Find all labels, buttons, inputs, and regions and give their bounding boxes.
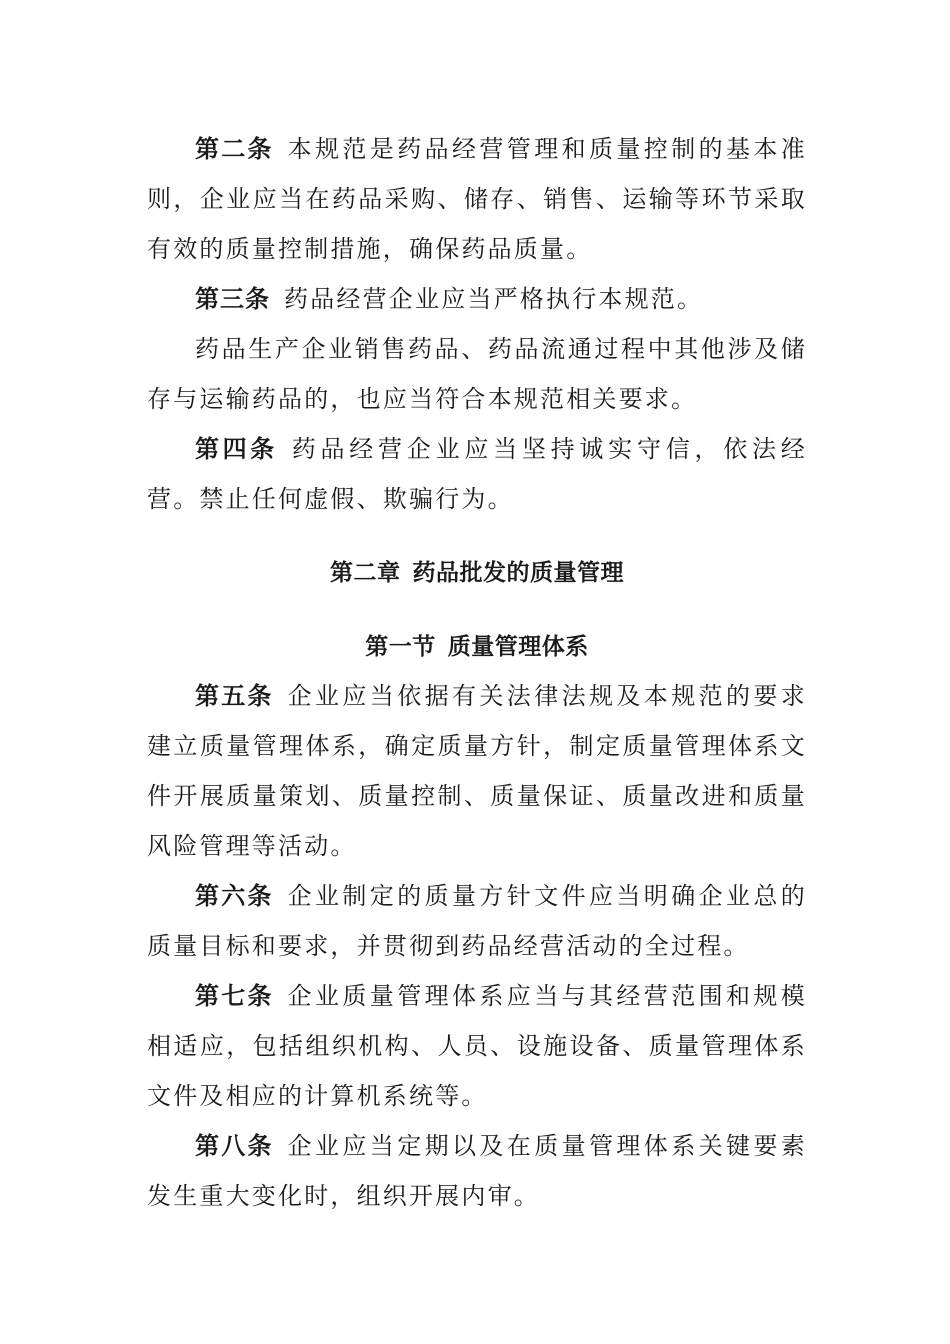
article-number: 第八条	[195, 1132, 274, 1160]
chapter-heading	[147, 549, 807, 597]
article-text: 企业应当定期以及在质量管理体系关键要素发生重大变化时，组织开展内审。	[147, 1132, 807, 1210]
article-text: 药品经营企业应当严格执行本规范。	[284, 285, 704, 313]
section-heading	[147, 623, 807, 671]
article-text: 企业制定的质量方针文件应当明确企业总的质量目标和要求，并贯彻到药品经营活动的全过程。	[147, 882, 807, 960]
section-label: 第一节	[365, 634, 436, 660]
paragraph-text: 药品生产企业销售药品、药品流通过程中其他涉及储存与运输药品的，也应当符合本规范相关要求。	[147, 335, 807, 413]
section-title: 质量管理体系	[447, 634, 589, 660]
article-number: 第七条	[195, 982, 274, 1010]
article-text: 企业质量管理体系应当与其经营范围和规模相适应，包括组织机构、人员、设施设备、质量管理体系文件及相应的计算机系统等。	[147, 982, 807, 1110]
article-3	[147, 274, 807, 324]
article-number: 第三条	[195, 285, 270, 313]
article-2	[147, 124, 807, 274]
article-text: 药品经营企业应当坚持诚实守信，依法经营。禁止任何虚假、欺骗行为。	[147, 435, 807, 513]
document-body	[147, 124, 807, 1221]
article-4	[147, 424, 807, 524]
chapter-label: 第二章	[330, 560, 401, 586]
article-8	[147, 1121, 807, 1221]
article-text: 企业应当依据有关法律法规及本规范的要求建立质量管理体系，确定质量方针，制定质量管理体系文件开展质量策划、质量控制、质量保证、质量改进和质量风险管理等活动。	[147, 682, 807, 860]
article-number: 第四条	[195, 435, 278, 463]
article-number: 第六条	[195, 882, 274, 910]
article-number: 第五条	[195, 682, 274, 710]
article-6	[147, 871, 807, 971]
chapter-title: 药品批发的质量管理	[412, 560, 624, 586]
paragraph	[147, 324, 807, 424]
article-7	[147, 971, 807, 1121]
article-5	[147, 671, 807, 871]
article-text: 本规范是药品经营管理和质量控制的基本准则，企业应当在药品采购、储存、销售、运输等环节采取有效的质量控制措施，确保药品质量。	[147, 135, 807, 263]
article-number: 第二条	[195, 135, 274, 163]
